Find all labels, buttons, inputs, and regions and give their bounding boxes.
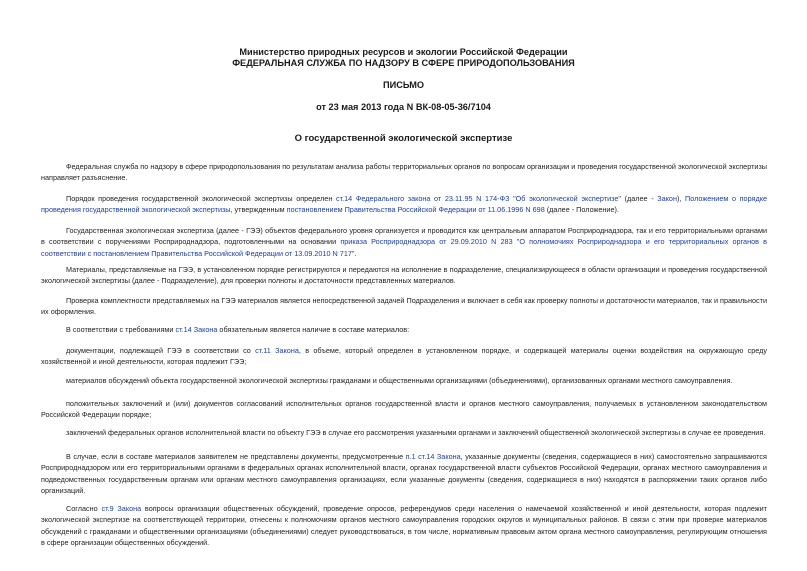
paragraph-4: Материалы, представляемые на ГЭЭ, в установленном порядке регистрируются и передаются на исполнение в подразделение, специализирующееся в области организации и проведения государственной экологической экспертизы (далее - Подразделение), для проверки полноты и достаточности представленных материалов. xyxy=(41,265,767,286)
order-283-link[interactable]: приказа Росприроднадзора от 29.09.2010 N 283 "О полномочиях Росприроднадзора и его территориальных органов в соответствии с постановлением Правительства Российской Федерации от 13.09.2010 N 717" xyxy=(41,237,767,258)
paragraph-6: В соответствии с требованиями ст.14 Закона обязательным является наличие в составе материалов: xyxy=(66,325,410,334)
paragraph-12: Согласно ст.9 Закона вопросы организации общественных обсуждений, проведение опросов, референдумов среди населения о намечаемой хозяйственной и иной деятельности, которая подлежит экологической экспертизе на соответствующей территории, отнесены к полномочиям органов местного самоуправления городских округов и муниципальных районов. В связи с этим при проверке материалов обсуждений с гражданами и общественными организациями (объединениями) следует руководствоваться, в том числе, нормативным правовым актом органа местного самоуправления, регулирующим отношения в сфере организации общественных обсуждений. xyxy=(41,504,768,547)
paragraph-5: Проверка комплектности представляемых на ГЭЭ материалов является непосредственной задачей Подразделения и включает в себя как проверку полноты и достаточности материалов, так и правильности их оформления. xyxy=(41,296,767,317)
paragraph-10: заключений федеральных органов исполнительной власти по объекту ГЭЭ в случае его рассмотрения указанными органами и заключений общественной экологической экспертизы в случае ее проведения. xyxy=(66,428,766,437)
paragraph-8: материалов обсуждений объекта государственной экологической экспертизы гражданами и общественными организациями (объединениями), организованных органами местного самоуправления. xyxy=(66,376,733,385)
service-name: ФЕДЕРАЛЬНАЯ СЛУЖБА ПО НАДЗОРУ В СФЕРЕ ПРИРОДОПОЛЬЗОВАНИЯ xyxy=(232,58,575,68)
art9-law-link[interactable]: ст.9 Закона xyxy=(101,504,142,513)
resolution-698-link[interactable]: постановлением Правительства Российской Федерации от 11.06.1996 N 698 xyxy=(286,205,545,215)
law-174-fz-link[interactable]: ст.14 Федерального закона от 23.11.95 N 174-ФЗ "Об экологической экспертизе" xyxy=(335,194,621,203)
document-title: О государственной экологической экспертизе xyxy=(294,133,513,144)
law-link[interactable]: Закон xyxy=(657,194,677,203)
paragraph-1: Федеральная служба по надзору в сфере природопользования по результатам анализа работы территориальных органов по вопросам организации и проведения государственной экологической экспертизы направляет разъяснение. xyxy=(41,162,767,183)
paragraph-3: Государственная экологическая экспертиза (далее - ГЭЭ) объектов федерального уровня организуется и проводится как центральным аппаратом Росприроднадзора, так и его территориальными органами в соответствии с поручениями Росприроднадзора, подготовленными на основании приказа Росприроднадзора от 29.09.2010 N 283 "О полномочиях Росприроднадзора и его территориальных органов в соответствии с постановлением Правительства Российской Федерации от 13.09.2010 N 717". xyxy=(41,226,767,258)
doc-date-number: от 23 мая 2013 года N ВК-08-05-36/7104 xyxy=(316,102,491,112)
doc-type: ПИСЬМО xyxy=(382,80,425,90)
ministry-name: Министерство природных ресурсов и экологии Российской Федерации xyxy=(239,47,568,57)
art11-law-link[interactable]: ст.11 Закона xyxy=(255,346,299,355)
paragraph-2: Порядок проведения государственной экологической экспертизы определен ст.14 Федерального закона от 23.11.95 N 174-ФЗ "Об экологической экспертизе" (далее - Закон), Положением о порядке проведения государственной экологической экспертизы, утвержденным постановлением Правительства Российской Федерации от 11.06.1996 N 698 (далее - Положение). xyxy=(41,194,767,215)
paragraph-9: положительных заключений и (или) документов согласований исполнительных органов государственной власти и органов местного самоуправления, получаемых в установленном законодательством Российской Федерации порядке; xyxy=(41,399,767,420)
regulation-link[interactable]: Положением о порядке проведения государственной экологической экспертизы xyxy=(41,194,767,215)
art14-p1-law-link[interactable]: п.1 ст.14 Закона xyxy=(405,452,461,461)
paragraph-7: документации, подлежащей ГЭЭ в соответствии со ст.11 Закона, в объеме, который определен в установленном порядке, и содержащей материалы оценки воздействия на окружающую среду хозяйственной и иной деятельности, которая подлежит ГЭЭ; xyxy=(41,346,768,367)
art14-law-link[interactable]: ст.14 Закона xyxy=(175,325,218,334)
paragraph-11: В случае, если в составе материалов заявителем не представлены документы, предусмотренные п.1 ст.14 Закона, указанные документы (сведения, содержащиеся в них) самостоятельно запрашиваются Росприроднадзором или его территориальными органами в федеральных органах исполнительной власти, органах государственной власти субъектов Российской Федерации, органах местного самоуправления и подведомственных государственным органам или органам местного самоуправления организациях, если указанные документы (сведения, содержащиеся в них) находятся в распоряжении таких органов либо организаций. xyxy=(41,452,767,495)
